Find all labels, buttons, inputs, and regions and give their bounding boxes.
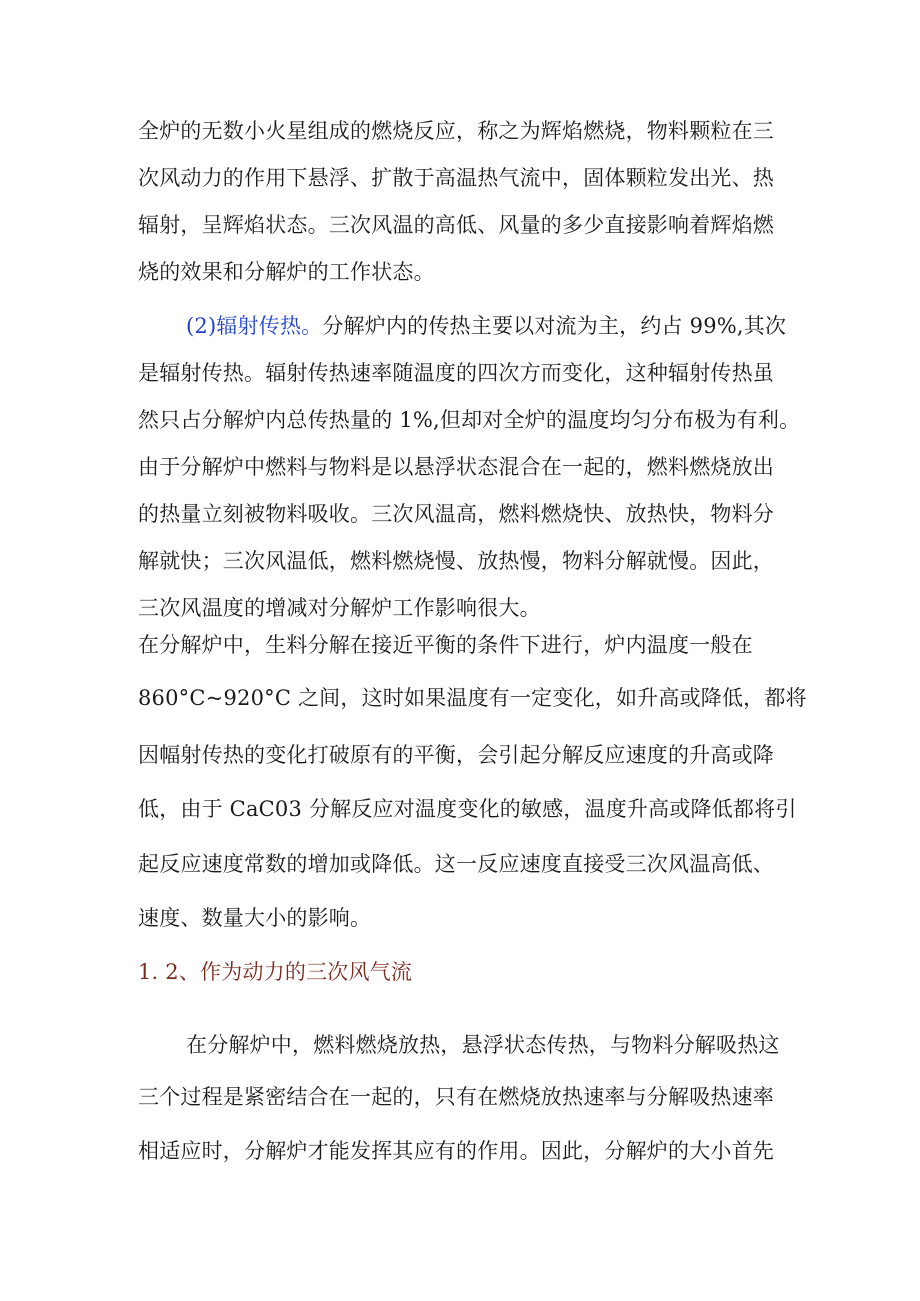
paragraph-line: 因幅射传热的变化打破原有的平衡，会引起分解反应速度的升高或降: [138, 743, 774, 767]
paragraph-line: 全炉的无数小火星组成的燃烧反应，称之为辉焰燃烧，物料颗粒在三: [138, 119, 774, 143]
paragraph-line: 三次风温度的增减对分解炉工作影响很大。: [138, 596, 541, 620]
section-heading: 1. 2、作为动力的三次风气流: [138, 960, 413, 984]
paragraph-line: 解就快；三次风温低，燃料燃烧慢、放热慢，物料分解就慢。因此，: [138, 549, 774, 573]
paragraph-line: 860°C~920°C 之间，这时如果温度有一定变化，如升高或降低，都将: [138, 686, 807, 710]
paragraph-line: 然只占分解炉内总传热量的 1%,但却对全炉的温度均匀分布极为有利。: [138, 408, 801, 432]
paragraph-line: 低，由于 CaC03 分解反应对温度变化的敏感，温度升高或降低都将引: [138, 797, 797, 821]
paragraph-line: 在分解炉中，生料分解在接近平衡的条件下进行，炉内温度一般在: [138, 633, 753, 657]
paragraph-line: 辐射，呈辉焰状态。三次风温的高低、风量的多少直接影响着辉焰燃: [138, 213, 774, 237]
paragraph-line: 相适应时，分解炉才能发挥其应有的作用。因此，分解炉的大小首先: [138, 1139, 774, 1163]
paragraph-line: 次风动力的作用下悬浮、扩散于高温热气流中，固体颗粒发出光、热: [138, 166, 774, 190]
paragraph-line: 三个过程是紧密结合在一起的，只有在燃烧放热速率与分解吸热速率: [138, 1085, 774, 1109]
paragraph-line: 起反应速度常数的增加或降低。这一反应速度直接受三次风温高低、: [138, 852, 774, 876]
paragraph-line: 是辐射传热。辐射传热速率随温度的四次方而变化，这种辐射传热虽: [138, 361, 774, 385]
radiation-heat-transfer-label: (2)辐射传热。: [186, 314, 323, 338]
paragraph-line: 的热量立刻被物料吸收。三次风温高，燃料燃烧快、放热快，物料分: [138, 502, 774, 526]
paragraph-line: 烧的效果和分解炉的工作状态。: [138, 260, 435, 284]
paragraph-text: 分解炉内的传热主要以对流为主，约占 99%,其次: [322, 314, 787, 338]
paragraph-first-line: [186, 311, 786, 341]
paragraph-first-line: 在分解炉中，燃料燃烧放热，悬浮状态传热，与物料分解吸热这: [186, 1033, 780, 1057]
paragraph-line: 由于分解炉中燃料与物料是以悬浮状态混合在一起的，燃料燃烧放出: [138, 455, 774, 479]
paragraph-line: 速度、数量大小的影响。: [138, 906, 372, 930]
